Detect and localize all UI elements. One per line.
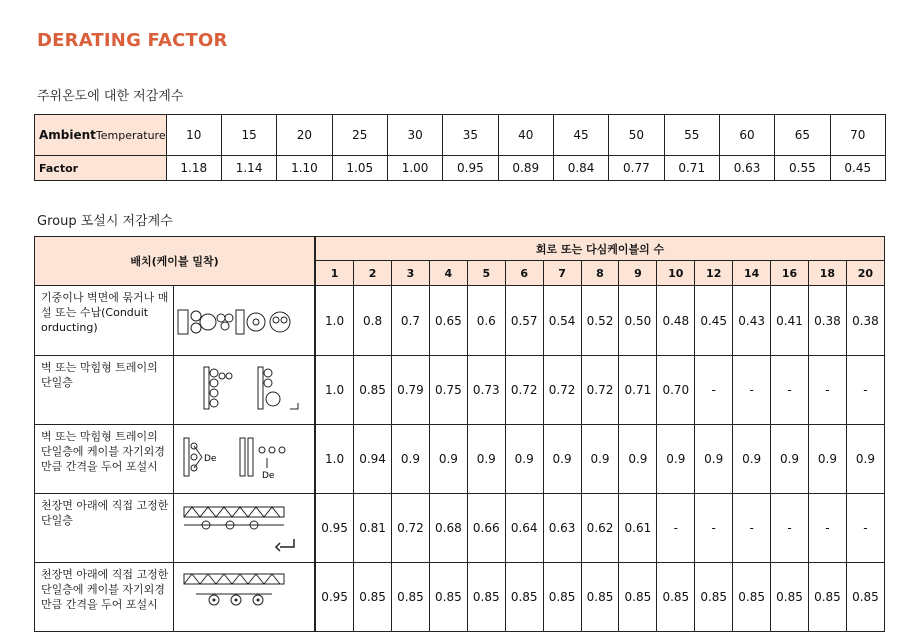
factor-value: 0.9	[429, 425, 467, 494]
factor-value: -	[846, 494, 884, 563]
factor-value: 0.66	[467, 494, 505, 563]
ambient-table	[34, 114, 886, 181]
temp-cell: 65	[775, 115, 830, 156]
factor-value: 0.72	[392, 494, 430, 563]
factor-value: 0.9	[505, 425, 543, 494]
count-cell: 8	[581, 261, 619, 286]
temp-cell: 35	[443, 115, 498, 156]
factor-value: -	[657, 494, 695, 563]
factor-value: 0.41	[771, 286, 809, 356]
factor-value: 0.85	[354, 563, 392, 632]
factor-value: 0.85	[808, 563, 846, 632]
factor-label	[35, 156, 167, 181]
factor-value: 0.85	[392, 563, 430, 632]
temp-cell: 60	[719, 115, 774, 156]
count-cell: 14	[733, 261, 771, 286]
count-cell: 10	[657, 261, 695, 286]
count-cell: 16	[771, 261, 809, 286]
arrangement-desc: 천장면 아래에 직접 고정한 단일층	[35, 494, 174, 563]
temp-cell: 30	[387, 115, 442, 156]
factor-value: 0.64	[505, 494, 543, 563]
factor-value: 0.9	[771, 425, 809, 494]
ambient-heading: 주위온도에 대한 저감계수	[37, 89, 184, 104]
factor-value: 0.48	[657, 286, 695, 356]
factor-label-text: Factor	[39, 161, 79, 175]
spaced-wall-tray-figure	[174, 425, 316, 494]
temp-cell: 40	[498, 115, 553, 156]
factor-value: 0.68	[429, 494, 467, 563]
group-heading: Group 포설시 저감계수	[37, 214, 173, 229]
factor-value: -	[695, 356, 733, 425]
factor-value: -	[846, 356, 884, 425]
factor-value: 0.71	[619, 356, 657, 425]
factor-value: 0.61	[619, 494, 657, 563]
factor-value: 0.9	[657, 425, 695, 494]
factor-value: 0.8	[354, 286, 392, 356]
factor-value: 0.85	[771, 563, 809, 632]
wall-tray-figure	[174, 356, 316, 425]
temp-cell: 10	[166, 115, 221, 156]
bundled-cables-figure	[174, 286, 316, 356]
factor-value: 0.85	[505, 563, 543, 632]
factor-value: 0.62	[581, 494, 619, 563]
factor-cell: 0.95	[443, 156, 498, 181]
factor-value: 0.75	[429, 356, 467, 425]
factor-value: 0.9	[808, 425, 846, 494]
count-cell: 12	[695, 261, 733, 286]
factor-value: 0.70	[657, 356, 695, 425]
factor-value: 0.63	[543, 494, 581, 563]
factor-value: 0.50	[619, 286, 657, 356]
ambient-label-rest: Temperature	[95, 129, 166, 142]
factor-value: 0.9	[846, 425, 884, 494]
factor-value: 0.57	[505, 286, 543, 356]
factor-value: 0.85	[695, 563, 733, 632]
de-label: De	[262, 471, 275, 481]
temp-cell: 45	[553, 115, 608, 156]
factor-value: 0.9	[467, 425, 505, 494]
temp-cell: 55	[664, 115, 719, 156]
temp-cell: 20	[277, 115, 332, 156]
ambient-label-bold: Ambient	[39, 128, 96, 142]
count-cell: 4	[429, 261, 467, 286]
factor-value: -	[733, 494, 771, 563]
ambient-label-cell	[35, 115, 167, 156]
factor-value: 0.85	[581, 563, 619, 632]
factor-cell: 1.10	[277, 156, 332, 181]
factor-cell: 0.89	[498, 156, 553, 181]
temp-cell: 70	[830, 115, 885, 156]
factor-value: 0.9	[695, 425, 733, 494]
factor-value: -	[695, 494, 733, 563]
factor-value: 0.6	[467, 286, 505, 356]
count-cell: 6	[505, 261, 543, 286]
factor-value: 0.72	[581, 356, 619, 425]
count-cell: 18	[808, 261, 846, 286]
factor-value: 0.85	[657, 563, 695, 632]
factor-value: 0.85	[429, 563, 467, 632]
arrangement-header: 배치(케이블 밀착)	[35, 237, 316, 286]
temp-cell: 50	[609, 115, 664, 156]
arrangement-desc: 벽 또는 막힘형 트레이의 단일층에 케이블 자기외경 만큼 간격을 두어 포설시	[35, 425, 174, 494]
factor-value: -	[733, 356, 771, 425]
factor-value: 0.85	[543, 563, 581, 632]
ceiling-fixed-figure	[174, 494, 316, 563]
ceiling-spaced-figure	[174, 563, 316, 632]
factor-cell: 1.18	[166, 156, 221, 181]
factor-value: 0.73	[467, 356, 505, 425]
factor-value: 0.65	[429, 286, 467, 356]
factor-value: 0.45	[695, 286, 733, 356]
factor-value: 0.9	[392, 425, 430, 494]
factor-cell: 1.14	[221, 156, 276, 181]
group-table	[34, 236, 885, 632]
factor-value: 0.38	[846, 286, 884, 356]
factor-value: 0.9	[543, 425, 581, 494]
factor-value: 0.85	[354, 356, 392, 425]
count-cell: 5	[467, 261, 505, 286]
factor-cell: 0.45	[830, 156, 885, 181]
factor-value: 1.0	[315, 356, 354, 425]
factor-cell: 0.77	[609, 156, 664, 181]
factor-value: -	[771, 356, 809, 425]
factor-value: 0.9	[581, 425, 619, 494]
factor-cell: 0.63	[719, 156, 774, 181]
factor-value: 0.79	[392, 356, 430, 425]
factor-value: 0.85	[846, 563, 884, 632]
factor-value: 0.9	[619, 425, 657, 494]
factor-value: 0.85	[467, 563, 505, 632]
factor-value: 0.7	[392, 286, 430, 356]
factor-value: 1.0	[315, 286, 354, 356]
arrangement-desc: 기중이나 벽면에 묶거나 매설 또는 수납(Conduit orducting)	[35, 286, 174, 356]
factor-value: 0.95	[315, 563, 354, 632]
count-cell: 2	[354, 261, 392, 286]
factor-cell: 0.84	[553, 156, 608, 181]
factor-value: 0.94	[354, 425, 392, 494]
factor-value: 0.43	[733, 286, 771, 356]
factor-value: 0.52	[581, 286, 619, 356]
factor-value: 0.85	[733, 563, 771, 632]
factor-cell: 1.05	[332, 156, 387, 181]
arrangement-desc: 천장면 아래에 직접 고정한 단일층에 케이블 자기외경만큼 간격을 두어 포설시	[35, 563, 174, 632]
count-cell: 3	[392, 261, 430, 286]
factor-value: 0.95	[315, 494, 354, 563]
factor-value: 0.38	[808, 286, 846, 356]
factor-value: -	[808, 356, 846, 425]
count-cell: 7	[543, 261, 581, 286]
factor-value: 0.81	[354, 494, 392, 563]
page-title: DERATING FACTOR	[37, 30, 228, 51]
factor-cell: 1.00	[387, 156, 442, 181]
count-cell: 1	[315, 261, 354, 286]
factor-value: 0.72	[543, 356, 581, 425]
factor-cell: 0.71	[664, 156, 719, 181]
factor-value: -	[771, 494, 809, 563]
factor-value: 0.72	[505, 356, 543, 425]
factor-value: 0.54	[543, 286, 581, 356]
factor-value: 0.9	[733, 425, 771, 494]
count-cell: 9	[619, 261, 657, 286]
factor-value: -	[808, 494, 846, 563]
arrangement-desc: 벽 또는 막힘형 트레이의 단일층	[35, 356, 174, 425]
factor-value: 0.85	[619, 563, 657, 632]
de-label: De	[204, 454, 217, 464]
circuit-count-header: 회로 또는 다심케이블의 수	[315, 237, 885, 261]
factor-value: 1.0	[315, 425, 354, 494]
temp-cell: 25	[332, 115, 387, 156]
factor-cell: 0.55	[775, 156, 830, 181]
count-cell: 20	[846, 261, 884, 286]
temp-cell: 15	[221, 115, 276, 156]
